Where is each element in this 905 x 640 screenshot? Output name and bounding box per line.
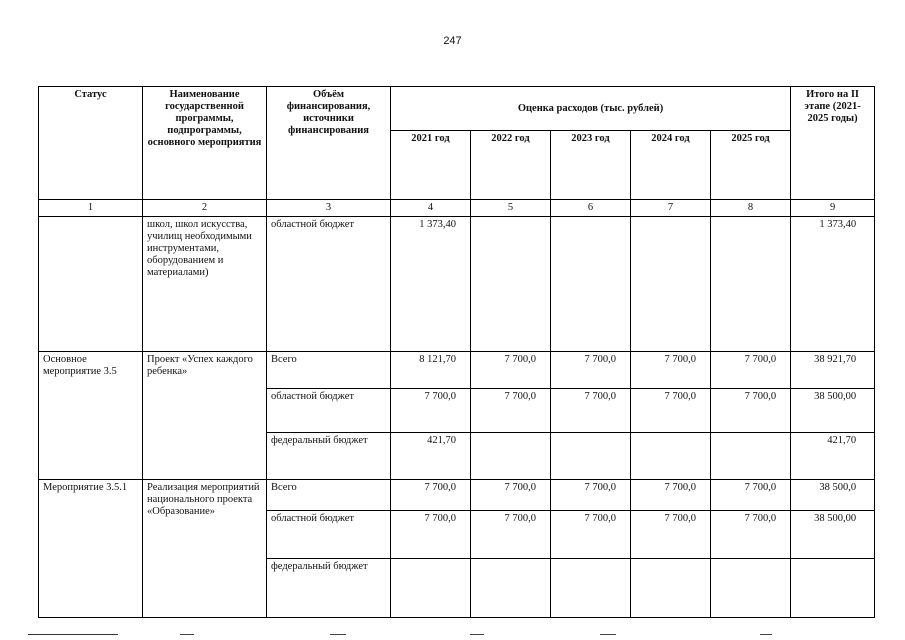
source-cell: областной бюджет	[267, 511, 391, 559]
page-edge-mark	[330, 634, 346, 635]
total-cell: 38 921,70	[791, 352, 875, 389]
value-cell	[711, 559, 791, 618]
table-row	[39, 352, 875, 389]
column-number: 7	[631, 200, 711, 217]
value-cell	[631, 217, 711, 352]
value-cell	[471, 217, 551, 352]
total-cell: 38 500,00	[791, 511, 875, 559]
value-cell: 7 700,0	[551, 480, 631, 511]
value-cell: 7 700,0	[551, 352, 631, 389]
name-cell: Проект «Успех каждого ребенка»	[143, 352, 267, 480]
page-edge-mark	[600, 634, 616, 635]
status-cell: Мероприятие 3.5.1	[39, 480, 143, 618]
value-cell	[551, 217, 631, 352]
value-cell	[631, 433, 711, 480]
page-edge-line	[28, 634, 118, 635]
value-cell: 7 700,0	[551, 511, 631, 559]
total-cell: 1 373,40	[791, 217, 875, 352]
column-number: 6	[551, 200, 631, 217]
header-year-2023: 2023 год	[551, 131, 631, 200]
value-cell: 7 700,0	[711, 389, 791, 433]
table-row	[39, 480, 875, 511]
name-cell: школ, школ искусства, училищ необходимыми инструментами, оборудованием и материалами)	[143, 217, 267, 352]
value-cell: 7 700,0	[711, 511, 791, 559]
header-row	[39, 87, 875, 131]
value-cell	[471, 559, 551, 618]
status-cell	[39, 217, 143, 352]
value-cell	[471, 433, 551, 480]
value-cell: 7 700,0	[471, 352, 551, 389]
header-year-2025: 2025 год	[711, 131, 791, 200]
header-name: Наименование государственной программы, подпрограммы, основного мероприятия	[143, 87, 267, 200]
source-cell: Всего	[267, 480, 391, 511]
page-edge-mark	[470, 634, 484, 635]
header-year-2024: 2024 год	[631, 131, 711, 200]
column-number: 1	[39, 200, 143, 217]
source-cell: федеральный бюджет	[267, 433, 391, 480]
column-number-row	[39, 200, 875, 217]
status-cell: Основное мероприятие 3.5	[39, 352, 143, 480]
value-cell: 7 700,0	[631, 352, 711, 389]
value-cell: 1 373,40	[391, 217, 471, 352]
value-cell: 7 700,0	[471, 389, 551, 433]
source-cell: областной бюджет	[267, 389, 391, 433]
value-cell: 7 700,0	[711, 352, 791, 389]
value-cell: 7 700,0	[391, 389, 471, 433]
column-number: 8	[711, 200, 791, 217]
budget-table	[38, 86, 875, 618]
column-number: 5	[471, 200, 551, 217]
value-cell	[551, 559, 631, 618]
source-cell: Всего	[267, 352, 391, 389]
value-cell: 421,70	[391, 433, 471, 480]
total-cell: 421,70	[791, 433, 875, 480]
column-number: 9	[791, 200, 875, 217]
column-number: 3	[267, 200, 391, 217]
source-cell: федеральный бюджет	[267, 559, 391, 618]
name-cell: Реализация мероприятий национального проекта «Образование»	[143, 480, 267, 618]
header-total: Итого на II этапе (2021-2025 годы)	[791, 87, 875, 200]
header-year-2021: 2021 год	[391, 131, 471, 200]
column-number: 4	[391, 200, 471, 217]
page-edge-mark	[760, 634, 772, 635]
value-cell: 8 121,70	[391, 352, 471, 389]
page-edge-mark	[180, 634, 194, 635]
header-status: Статус	[39, 87, 143, 200]
value-cell	[551, 433, 631, 480]
source-cell: областной бюджет	[267, 217, 391, 352]
column-number: 2	[143, 200, 267, 217]
value-cell: 7 700,0	[471, 480, 551, 511]
total-cell	[791, 559, 875, 618]
header-funding: Объём финансирования, источники финансирования	[267, 87, 391, 200]
total-cell: 38 500,0	[791, 480, 875, 511]
value-cell: 7 700,0	[631, 480, 711, 511]
value-cell: 7 700,0	[711, 480, 791, 511]
header-year-2022: 2022 год	[471, 131, 551, 200]
value-cell	[711, 433, 791, 480]
value-cell: 7 700,0	[391, 511, 471, 559]
value-cell: 7 700,0	[471, 511, 551, 559]
total-cell: 38 500,00	[791, 389, 875, 433]
value-cell: 7 700,0	[551, 389, 631, 433]
value-cell: 7 700,0	[391, 480, 471, 511]
value-cell: 7 700,0	[631, 511, 711, 559]
value-cell	[711, 217, 791, 352]
page-number: 247	[443, 35, 462, 47]
value-cell	[631, 559, 711, 618]
continuation-row	[39, 217, 875, 352]
value-cell: 7 700,0	[631, 389, 711, 433]
value-cell	[391, 559, 471, 618]
header-estimate: Оценка расходов (тыс. рублей)	[391, 87, 791, 131]
